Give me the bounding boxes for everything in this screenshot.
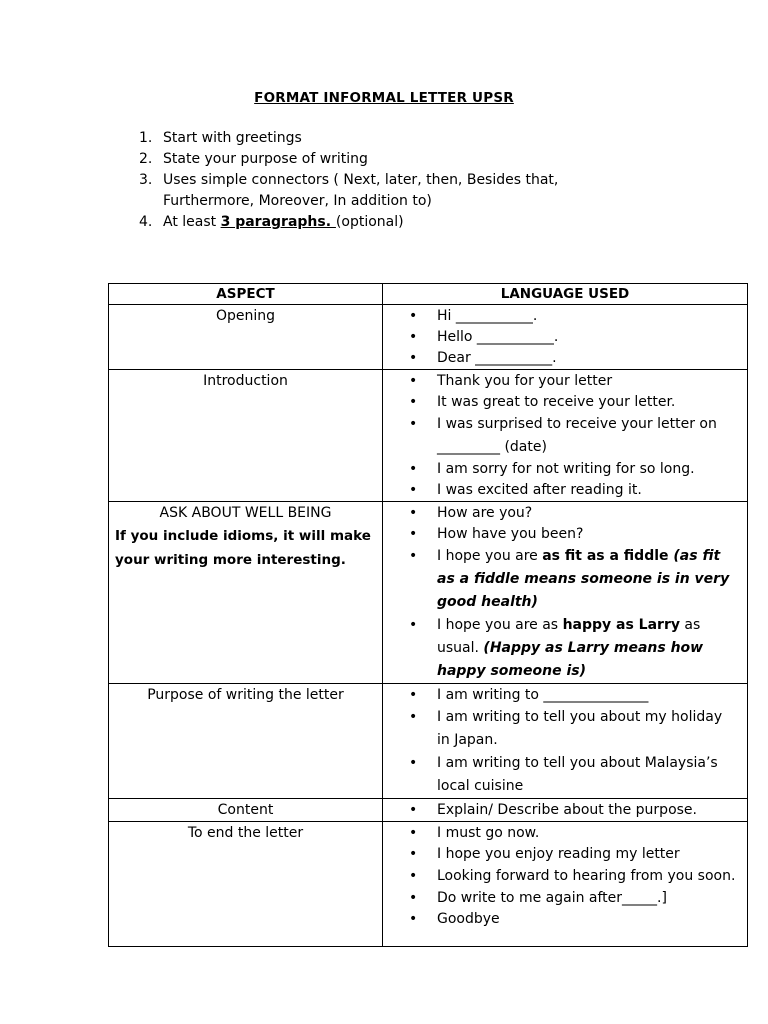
list-item: • I hope you enjoy reading my letter [383, 844, 739, 865]
header-language-used: LANGUAGE USED [383, 284, 748, 305]
list-item: • How have you been? [383, 524, 739, 545]
intro-item-3-continued: Furthermore, Moreover, In addition to) [163, 193, 432, 209]
table-row-content [109, 799, 748, 822]
language-table [108, 283, 748, 947]
table-row-opening [109, 305, 748, 370]
language-introduction [383, 370, 748, 502]
list-item: • Thank you for your letter [383, 371, 739, 392]
language-ending [383, 822, 748, 947]
aspect-ending: To end the letter [109, 822, 383, 947]
idiom-note: If you include idioms, it will make your writing more interesting. [115, 528, 371, 568]
table-header-row [109, 284, 748, 305]
list-item: • I am writing to _______________ [383, 685, 739, 706]
list-item: • Hi ___________. [383, 306, 739, 327]
aspect-purpose: Purpose of writing the letter [109, 684, 383, 799]
document-title: FORMAT INFORMAL LETTER UPSR [254, 90, 514, 106]
list-item: • Dear ___________. [383, 348, 739, 369]
list-item: • I am writing to tell you about my holiday in Japan. [383, 706, 739, 752]
list-item: • I was surprised to receive your letter on _________ (date) [383, 413, 739, 459]
list-item: • It was great to receive your letter. [383, 392, 739, 413]
list-item: • Looking forward to hearing from you soon. [383, 865, 739, 888]
intro-item-3: 3. Uses simple connectors ( Next, later, then, Besides that, [139, 172, 559, 188]
list-item: • Explain/ Describe about the purpose. [383, 800, 739, 821]
aspect-opening: Opening [109, 305, 383, 370]
language-opening [383, 305, 748, 370]
intro-item-4: 4. At least 3 paragraphs. (optional) [139, 214, 404, 230]
list-item: • I must go now. [383, 823, 739, 844]
list-item: • Goodbye [383, 909, 739, 930]
intro-item-2: 2. State your purpose of writing [139, 151, 368, 167]
list-item: • Hello ___________. [383, 327, 739, 348]
list-item: • I was excited after reading it. [383, 480, 739, 501]
list-item: • I hope you are as fit as a fiddle (as fit as a fiddle means someone is in very good health) [383, 545, 739, 614]
header-aspect: ASPECT [109, 284, 383, 305]
table-row-purpose [109, 684, 748, 799]
table-row-introduction [109, 370, 748, 502]
language-content [383, 799, 748, 822]
list-item: • Do write to me again after_____.] [383, 888, 739, 909]
aspect-content: Content [109, 799, 383, 822]
list-item: • I am writing to tell you about Malaysia’s local cuisine [383, 752, 739, 798]
language-wellbeing [383, 502, 748, 684]
list-item: • How are you? [383, 503, 739, 524]
list-item: • I hope you are as happy as Larry as usual. (Happy as Larry means how happy someone is) [383, 614, 739, 683]
intro-list [139, 128, 659, 233]
aspect-wellbeing-label: ASK ABOUT WELL BEING [159, 505, 332, 521]
language-purpose [383, 684, 748, 799]
aspect-wellbeing [109, 502, 383, 684]
table-row-ending [109, 822, 748, 947]
intro-item-1: 1. Start with greetings [139, 130, 302, 146]
aspect-introduction: Introduction [109, 370, 383, 502]
list-item: • I am sorry for not writing for so long. [383, 459, 739, 480]
table-row-wellbeing [109, 502, 748, 684]
